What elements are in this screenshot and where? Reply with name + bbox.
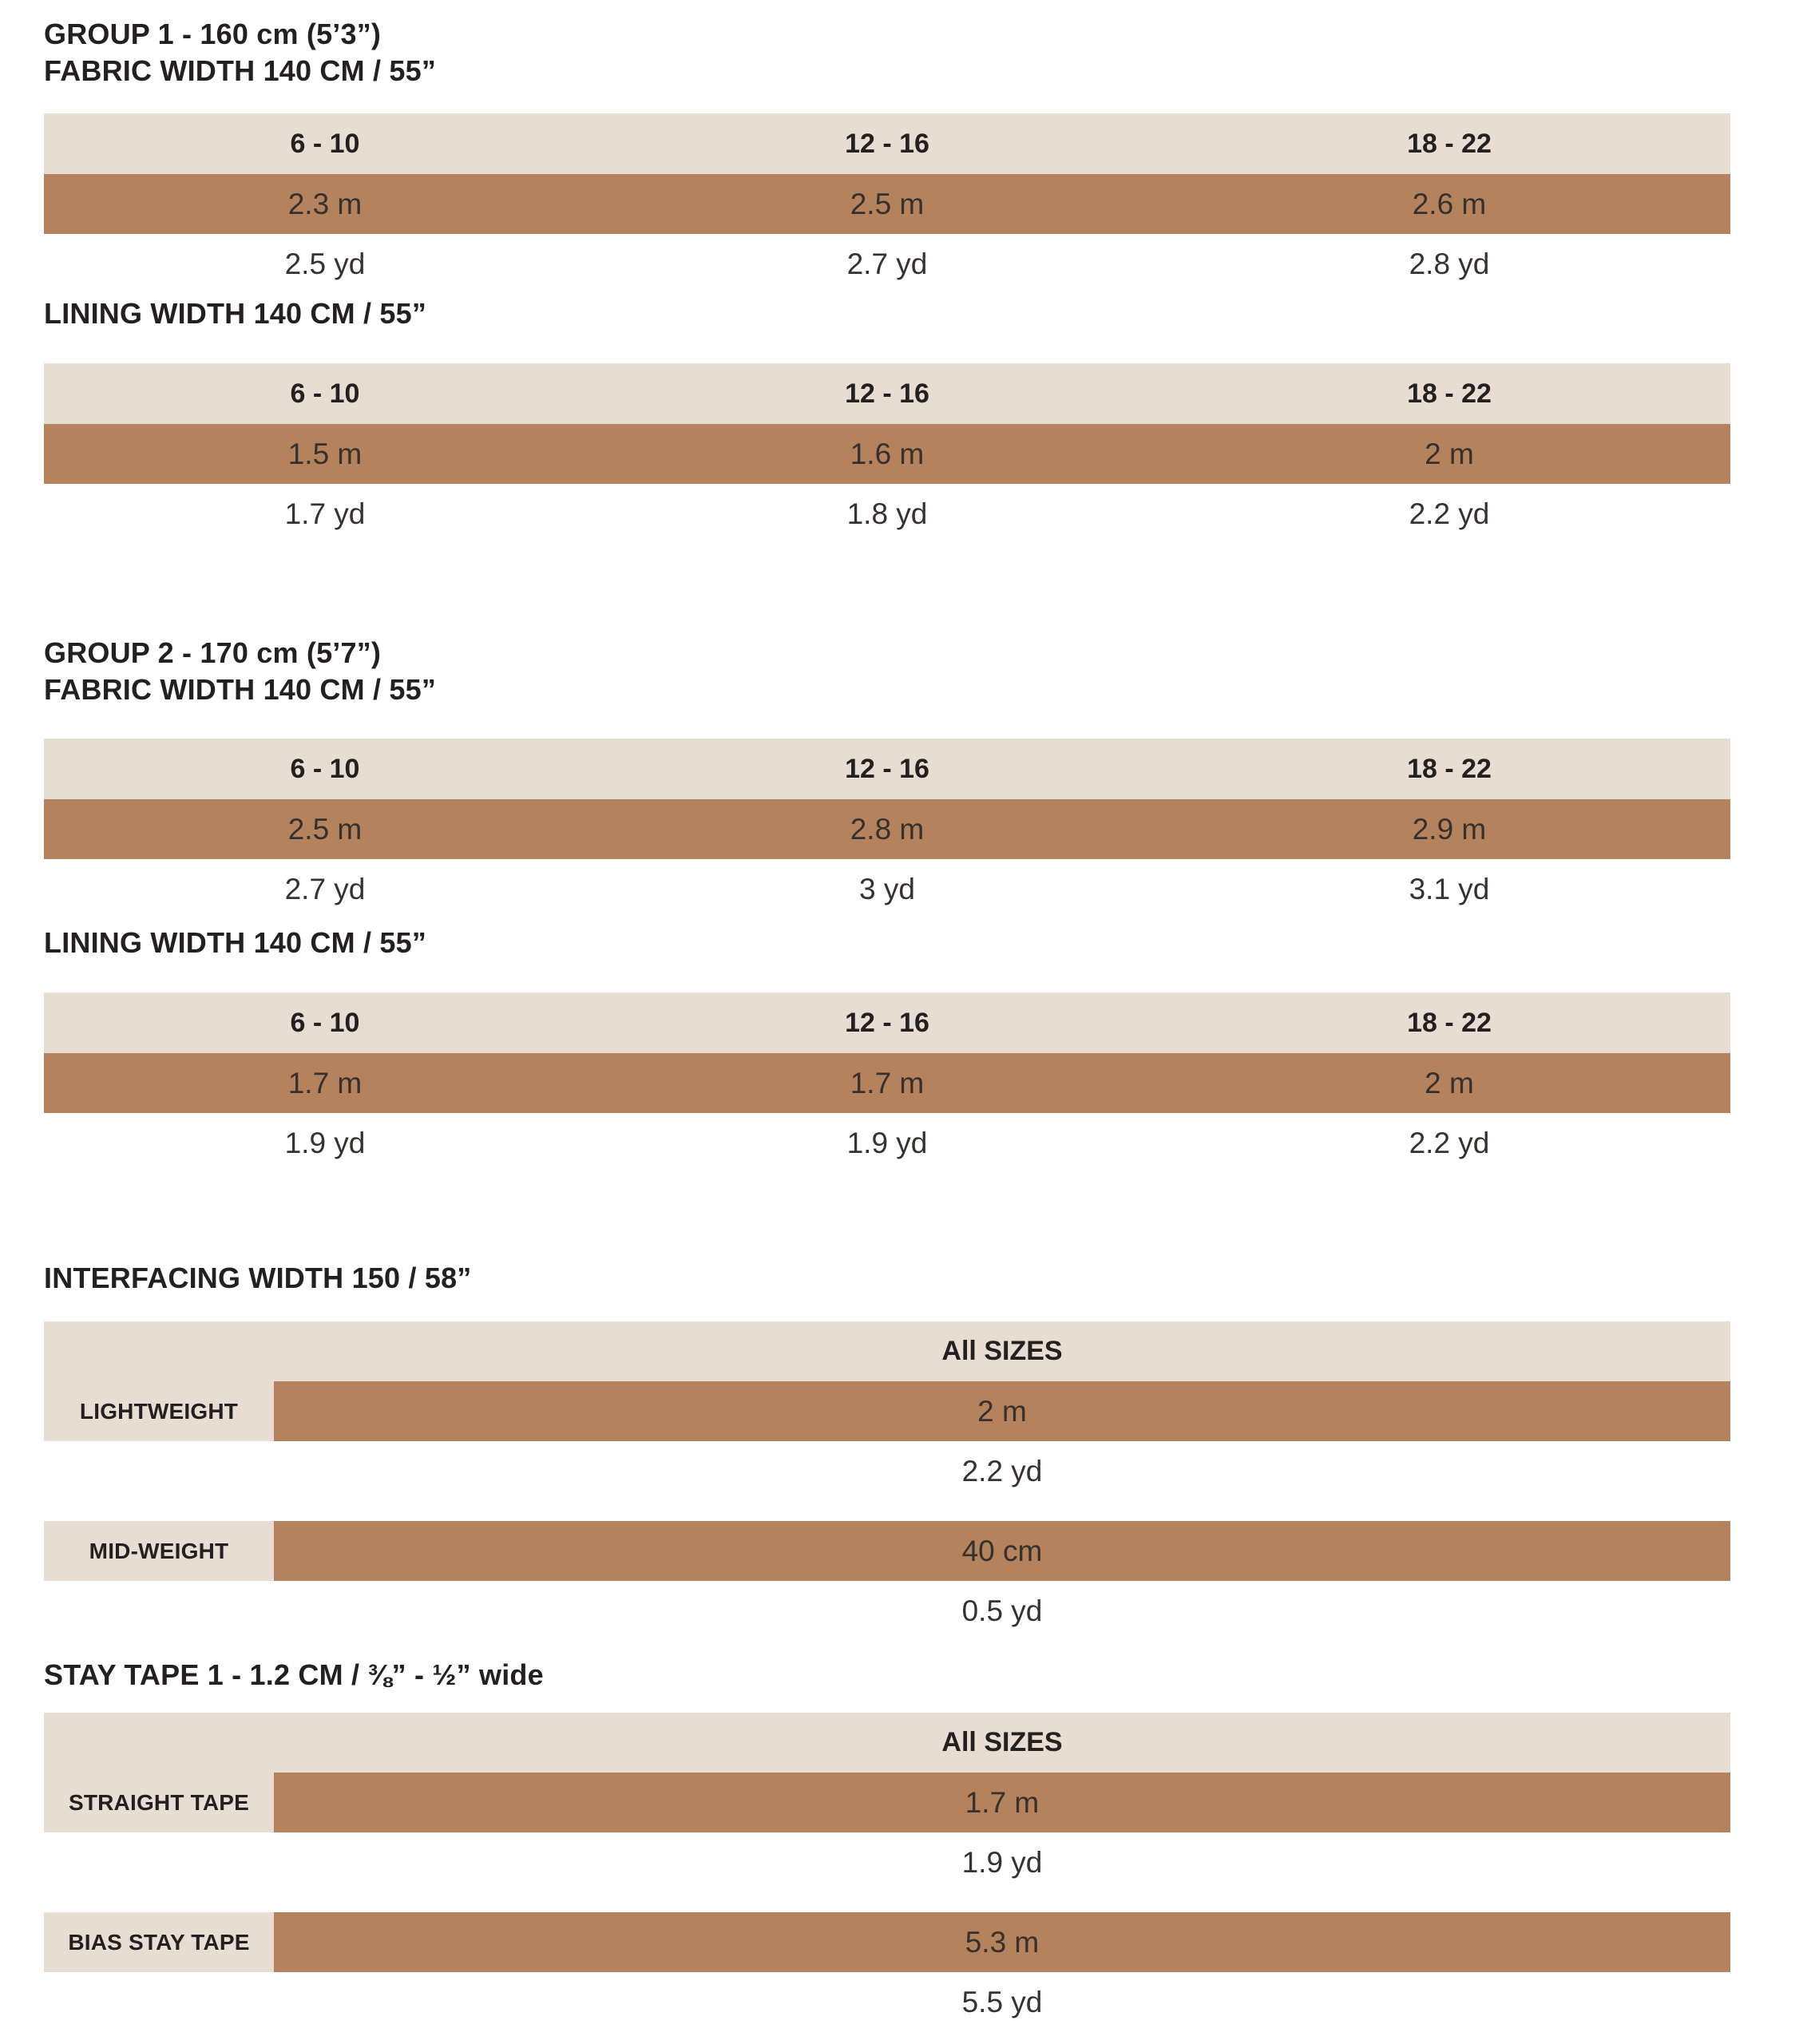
yards-value: 0.5 yd	[961, 1594, 1043, 1627]
row-label: LIGHTWEIGHT	[44, 1381, 274, 1441]
staytape-heading: STAY TAPE 1 - 1.2 CM / ⅜” - ½” wide	[44, 1658, 544, 1691]
size-col-header: 18 - 22	[1407, 128, 1492, 159]
yards-value: 2.2 yd	[1409, 497, 1490, 530]
meters-row	[44, 174, 1730, 234]
size-col-header: 6 - 10	[290, 128, 360, 159]
size-col-header: 18 - 22	[1407, 1007, 1492, 1038]
label-column-spacer	[44, 1441, 274, 1501]
yards-value: 3.1 yd	[1409, 872, 1490, 905]
interfacing-heading: INTERFACING WIDTH 150 / 58”	[44, 1262, 472, 1294]
size-col-header: 18 - 22	[1407, 378, 1492, 409]
all-sizes-header-row	[44, 1713, 1730, 1773]
table-row	[44, 1381, 1730, 1441]
size-col-header: 12 - 16	[845, 128, 929, 159]
table-row	[44, 1773, 1730, 1832]
group1-title-line1: GROUP 1 - 160 cm (5’3”)	[44, 18, 382, 50]
meters-value: 1.7 m	[850, 1066, 925, 1099]
yards-value: 1.9 yd	[284, 1126, 366, 1159]
row-label: MID-WEIGHT	[44, 1521, 274, 1581]
meters-row	[44, 1053, 1730, 1113]
size-col-header: 12 - 16	[845, 378, 929, 409]
yards-value: 1.9 yd	[846, 1126, 928, 1159]
label-column-spacer	[44, 1832, 274, 1892]
size-col-header: 12 - 16	[845, 1007, 929, 1038]
size-header-row	[44, 363, 1730, 424]
yards-row	[44, 859, 1730, 919]
size-col-header: 6 - 10	[290, 753, 360, 784]
yards-value: 3 yd	[859, 872, 915, 905]
group2-fabric-table	[44, 739, 1730, 919]
group2-title-line2: FABRIC WIDTH 140 CM / 55”	[44, 673, 437, 706]
group1-title	[44, 16, 1730, 89]
group1-title-line2: FABRIC WIDTH 140 CM / 55”	[44, 54, 437, 87]
size-col-header: 18 - 22	[1407, 753, 1492, 784]
yards-row	[44, 234, 1730, 294]
table-row	[44, 1521, 1730, 1581]
meters-value: 2.9 m	[1412, 812, 1487, 846]
meters-value: 2.6 m	[1412, 187, 1487, 220]
all-sizes-label: All SIZES	[941, 1727, 1063, 1757]
all-sizes-label: All SIZES	[941, 1336, 1063, 1366]
group2-lining-table	[44, 992, 1730, 1173]
group1-lining-heading: LINING WIDTH 140 CM / 55”	[44, 297, 427, 330]
meters-value: 1.7 m	[274, 1773, 1730, 1832]
yards-value: 5.5 yd	[961, 1985, 1043, 2018]
meters-value: 1.6 m	[850, 437, 925, 470]
meters-value: 5.3 m	[274, 1912, 1730, 1972]
group2-title-line1: GROUP 2 - 170 cm (5’7”)	[44, 636, 382, 669]
table-row	[44, 1912, 1730, 1972]
staytape-table	[44, 1713, 1730, 1832]
meters-value: 2.8 m	[850, 812, 925, 846]
meters-value: 1.5 m	[287, 437, 363, 470]
size-col-header: 12 - 16	[845, 753, 929, 784]
group1-fabric-table	[44, 113, 1730, 294]
yards-row	[44, 1441, 1730, 1501]
meters-value: 2.3 m	[287, 187, 363, 220]
yards-value: 2.8 yd	[1409, 247, 1490, 280]
chart-content	[44, 16, 1730, 2032]
size-col-header: 6 - 10	[290, 1007, 360, 1038]
yards-value: 2.5 yd	[284, 247, 366, 280]
row-label: STRAIGHT TAPE	[44, 1773, 274, 1832]
meters-value: 2 m	[1425, 1066, 1474, 1099]
label-column-spacer	[44, 1581, 274, 1641]
meters-row	[44, 799, 1730, 859]
yards-value: 1.9 yd	[961, 1845, 1043, 1879]
meters-value: 2.5 m	[287, 812, 363, 846]
meters-row	[44, 424, 1730, 484]
meters-value: 40 cm	[274, 1521, 1730, 1581]
label-column-spacer	[44, 1713, 274, 1773]
yards-value: 2.2 yd	[1409, 1126, 1490, 1159]
meters-value: 1.7 m	[287, 1066, 363, 1099]
yards-row	[44, 484, 1730, 544]
yards-value: 2.2 yd	[961, 1454, 1043, 1487]
label-column-spacer	[44, 1972, 274, 2032]
yards-value: 2.7 yd	[846, 247, 928, 280]
row-label: BIAS STAY TAPE	[44, 1912, 274, 1972]
yards-value: 1.8 yd	[846, 497, 928, 530]
yards-row	[44, 1832, 1730, 1892]
group2-title	[44, 635, 1730, 708]
all-sizes-header-row	[44, 1321, 1730, 1381]
yards-row	[44, 1972, 1730, 2032]
size-header-row	[44, 113, 1730, 174]
yards-row	[44, 1581, 1730, 1641]
yards-value: 1.7 yd	[284, 497, 366, 530]
group2-lining-heading: LINING WIDTH 140 CM / 55”	[44, 926, 427, 959]
yards-row	[44, 1113, 1730, 1173]
meters-value: 2.5 m	[850, 187, 925, 220]
size-header-row	[44, 992, 1730, 1053]
label-column-spacer	[44, 1321, 274, 1381]
size-col-header: 6 - 10	[290, 378, 360, 409]
group1-lining-table	[44, 363, 1730, 544]
meters-value: 2 m	[1425, 437, 1474, 470]
yards-value: 2.7 yd	[284, 872, 366, 905]
interfacing-table	[44, 1321, 1730, 1441]
meters-value: 2 m	[274, 1381, 1730, 1441]
size-header-row	[44, 739, 1730, 799]
